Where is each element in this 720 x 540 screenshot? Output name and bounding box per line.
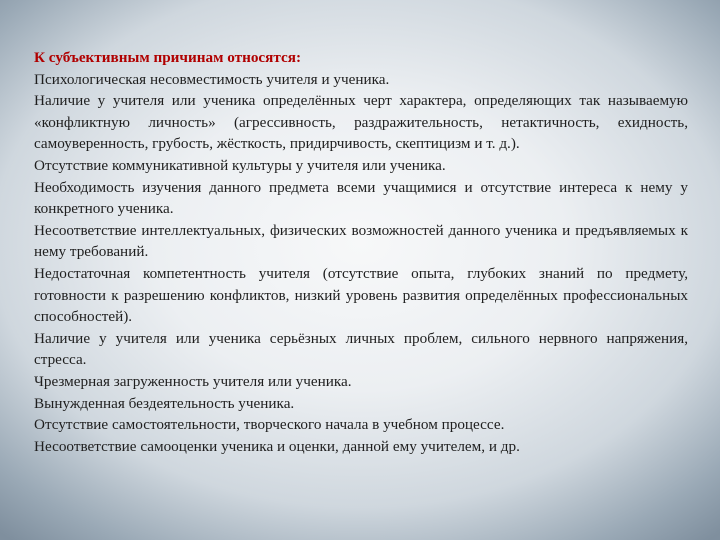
list-item: Отсутствие коммуникативной культуры у учителя или ученика.	[34, 156, 446, 174]
list-item: Наличие у учителя или ученика определённых черт характера, определяющих так называемую «конфликтную личность» (агрессивность, раздражительность, нетактичность, ехидность, самоуверенность, грубость, жёсткость, придирчивость, скептицизм и т. д.).	[34, 92, 688, 153]
list-item: Наличие у учителя или ученика серьёзных личных проблем, сильного нервного напряжения, стресса.	[34, 329, 688, 369]
list-item: Необходимость изучения данного предмета всеми учащимися и отсутствие интереса к нему у конкретного ученика.	[34, 178, 688, 218]
list-item: Психологическая несовместимость учителя и ученика.	[34, 70, 390, 88]
list-item: Вынужденная бездеятельность ученика.	[34, 394, 295, 412]
slide-heading: К субъективным причинам относятся:	[34, 49, 302, 66]
list-item: Недостаточная компетентность учителя (отсутствие опыта, глубоких знаний по предмету, готовности к разрешению конфликтов, низкий уровень развития определённых профессиональных способностей).	[34, 264, 688, 326]
slide-content	[34, 47, 688, 457]
list-item: Несоответствие самооценки ученика и оценки, данной ему учителем, и др.	[34, 437, 520, 455]
list-item: Отсутствие самостоятельности, творческого начала в учебном процессе.	[34, 416, 505, 434]
list-item: Чрезмерная загруженность учителя или ученика.	[34, 372, 352, 390]
list-item: Несоответствие интеллектуальных, физических возможностей данного ученика и предъявляемых к нему требований.	[34, 221, 688, 261]
